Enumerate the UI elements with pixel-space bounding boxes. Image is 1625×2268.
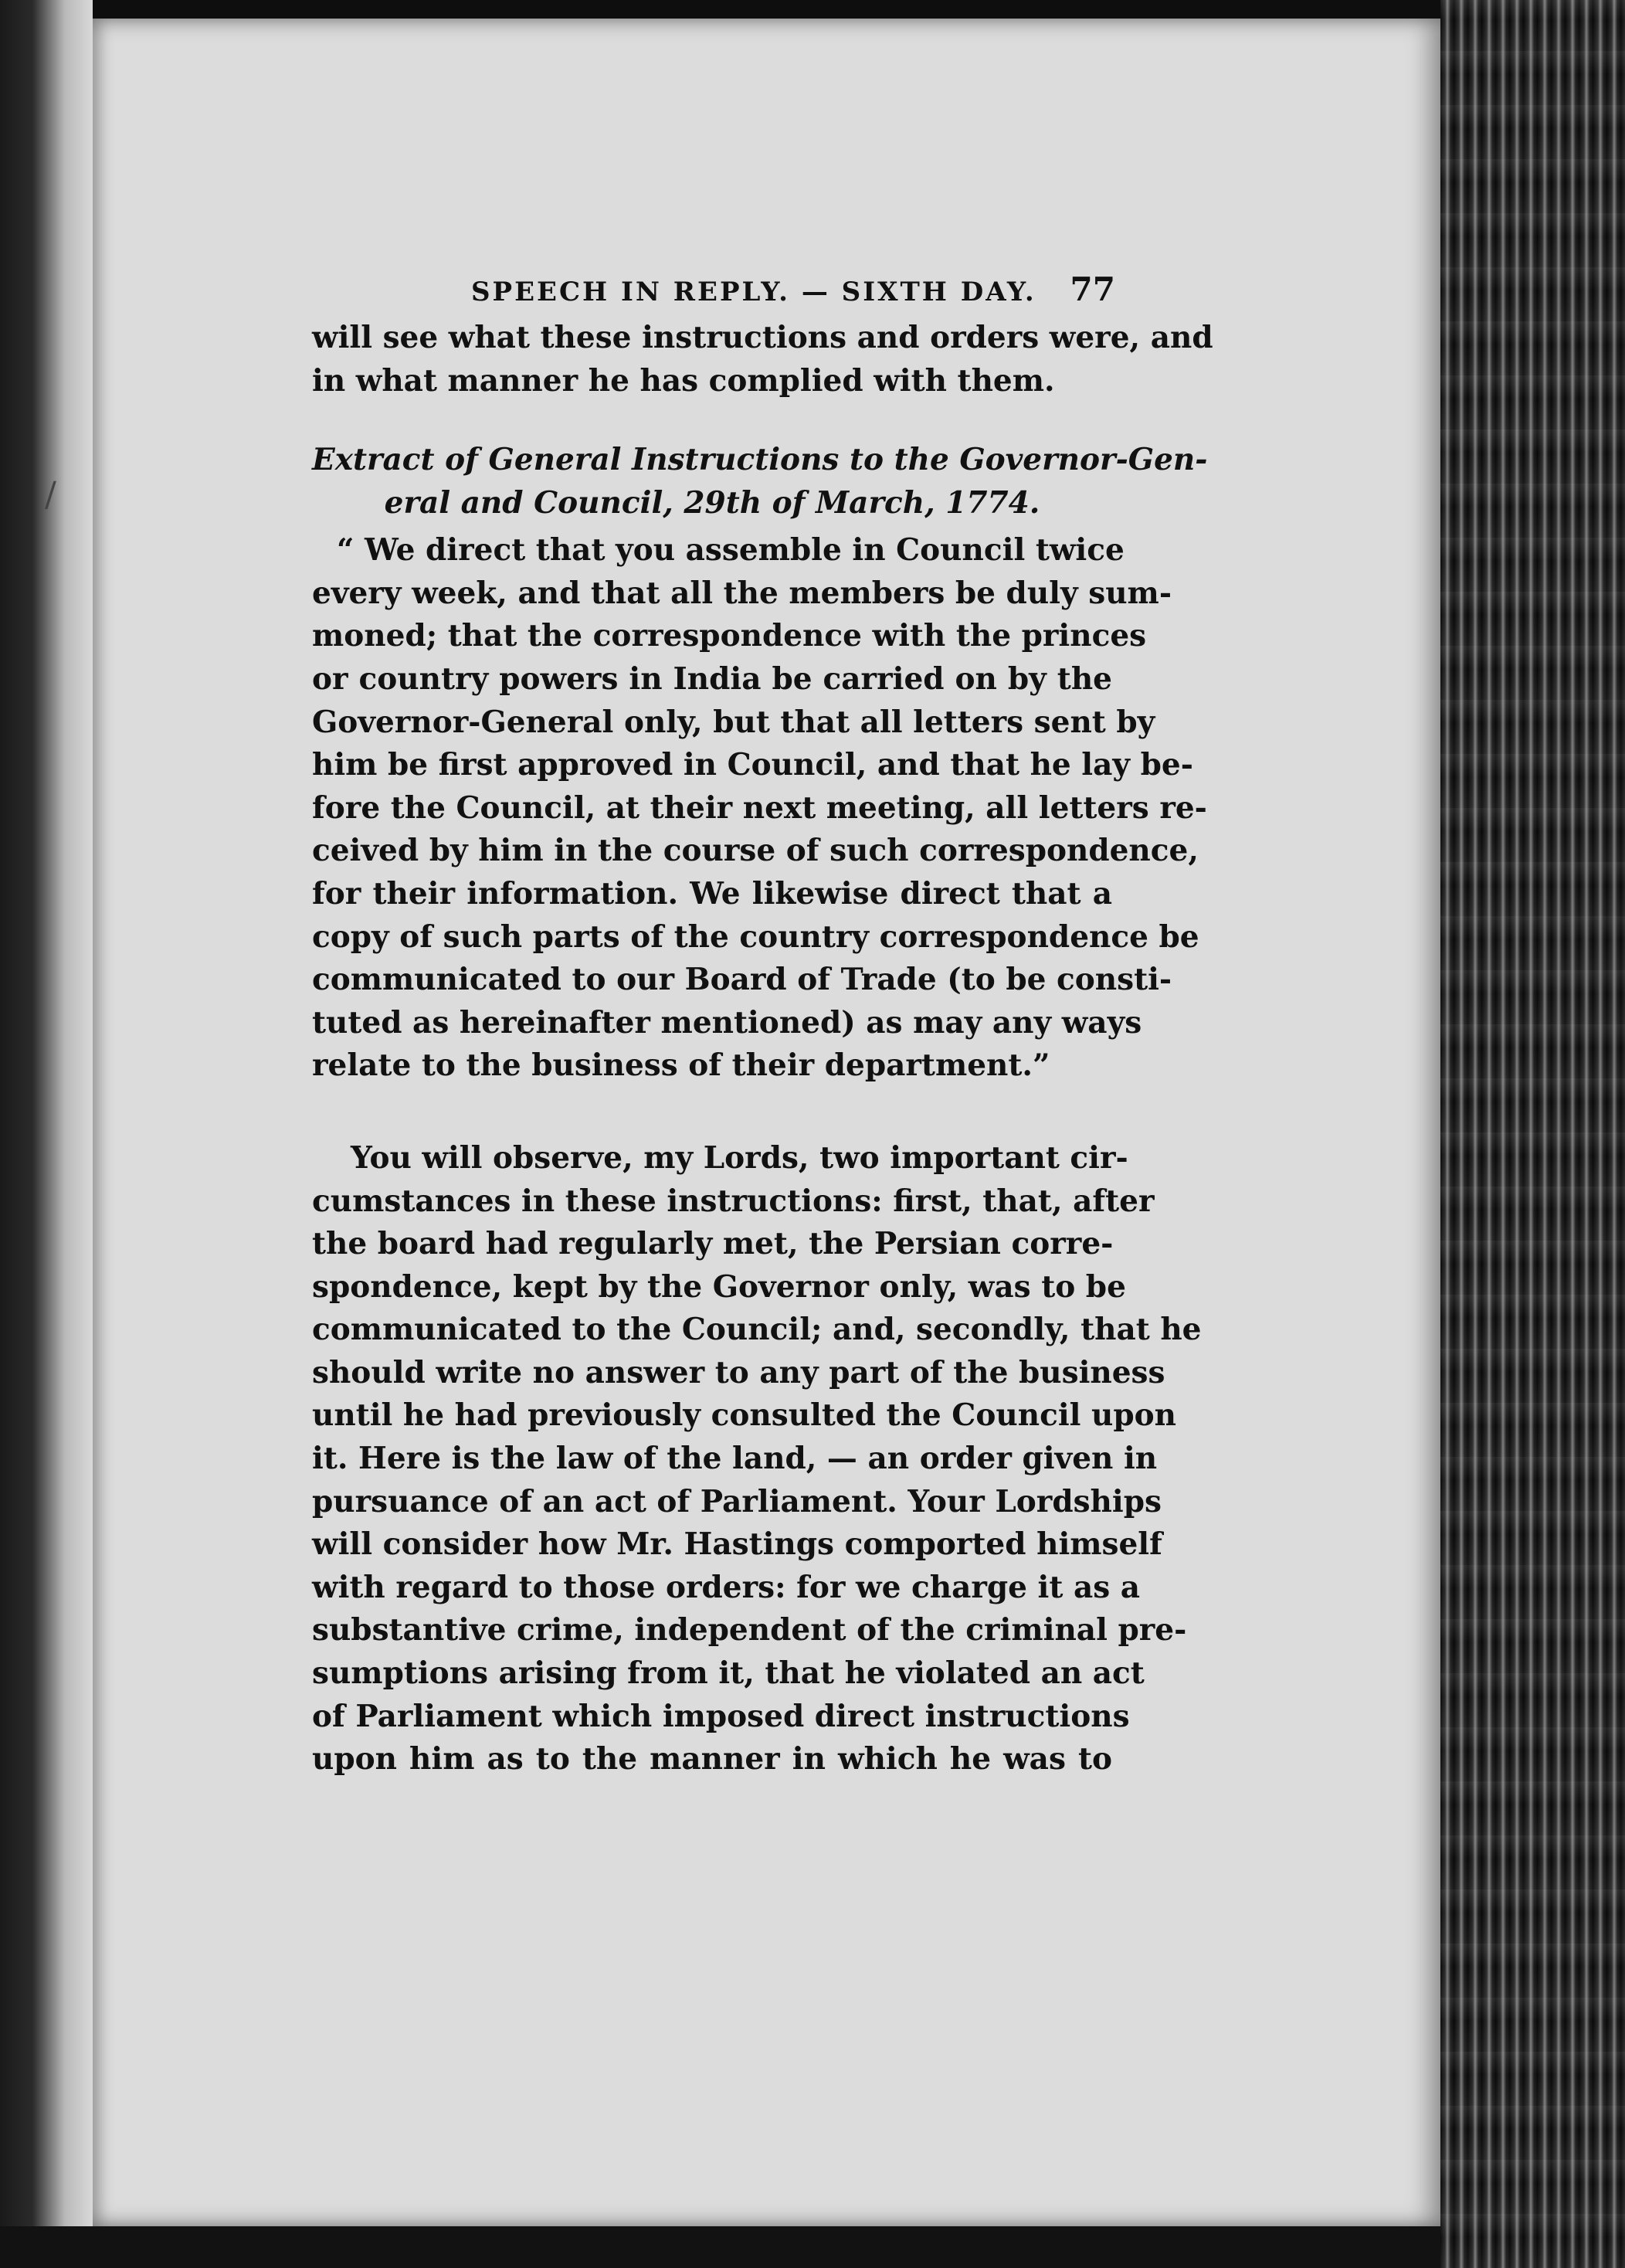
margin-mark: / xyxy=(45,475,56,514)
body-line: cumstances in these instructions: first, that, after xyxy=(312,1183,1155,1219)
quote-line: or country powers in India be carried on by the xyxy=(312,660,1112,697)
body-paragraph xyxy=(312,1137,1202,1781)
body-line: substantive crime, independent of the criminal pre- xyxy=(312,1612,1187,1648)
running-head xyxy=(312,270,1115,314)
page-text xyxy=(312,270,1213,1781)
quote-line: “ We direct that you assemble in Council twice xyxy=(337,532,1125,569)
body-line: should write no answer to any part of the business xyxy=(312,1354,1165,1390)
quote-line: him be first approved in Council, and that he lay be- xyxy=(312,747,1193,783)
quote-line: tuted as hereinafter mentioned) as may any ways xyxy=(312,1004,1142,1041)
body-line: it. Here is the law of the land, — an order given in xyxy=(312,1441,1158,1477)
text-line: in what manner he has complied with them. xyxy=(312,362,1055,399)
body-line: of Parliament which imposed direct instructions xyxy=(312,1698,1130,1734)
heading-line: Extract of General Instructions to the Governor-Gen- xyxy=(312,442,1208,478)
body-line: You will observe, my Lords, two important cir- xyxy=(351,1139,1128,1176)
page-number: 77 xyxy=(1070,270,1115,308)
quote-line: fore the Council, at their next meeting, all letters re- xyxy=(312,789,1207,826)
scan-bottom-border xyxy=(0,2226,1440,2268)
text-line: will see what these instructions and orders were, and xyxy=(312,320,1213,355)
quote-line: for their information. We likewise direct that a xyxy=(312,875,1112,912)
left-page-edge xyxy=(0,0,93,2268)
heading-line: eral and Council, 29th of March, 1774. xyxy=(384,485,1040,521)
body-line: with regard to those orders: for we charge it as a xyxy=(312,1569,1141,1605)
quote-line: communicated to our Board of Trade (to be consti- xyxy=(312,962,1172,998)
body-line: will consider how Mr. Hastings comported himself xyxy=(312,1526,1162,1563)
body-line: until he had previously consulted the Council upon xyxy=(312,1397,1177,1434)
body-line: sumptions arising from it, that he violated an act xyxy=(312,1655,1145,1692)
quote-line: moned; that the correspondence with the princes xyxy=(312,618,1147,654)
body-line: upon him as to the manner in which he was to xyxy=(312,1741,1112,1777)
body-line: communicated to the Council; and, secondly, that he xyxy=(312,1312,1202,1348)
quote-line: Governor-General only, but that all letters sent by xyxy=(312,704,1155,740)
book-fore-edge xyxy=(1440,0,1625,2268)
quoted-instructions xyxy=(312,529,1207,1088)
body-line: the board had regularly met, the Persian corre- xyxy=(312,1226,1114,1262)
quote-line: ceived by him in the course of such correspondence, xyxy=(312,833,1199,869)
running-head-title: SPEECH IN REPLY. — SIXTH DAY. xyxy=(471,277,1036,307)
body-line: spondence, kept by the Governor only, was to be xyxy=(312,1268,1126,1305)
opening-paragraph xyxy=(312,317,1213,402)
quote-line: relate to the business of their department.” xyxy=(312,1047,1050,1084)
extract-heading xyxy=(312,438,1208,525)
quote-line: every week, and that all the members be duly sum- xyxy=(312,575,1172,611)
quote-line: copy of such parts of the country correspondence be xyxy=(312,918,1199,955)
body-line: pursuance of an act of Parliament. Your Lordships xyxy=(312,1483,1162,1519)
